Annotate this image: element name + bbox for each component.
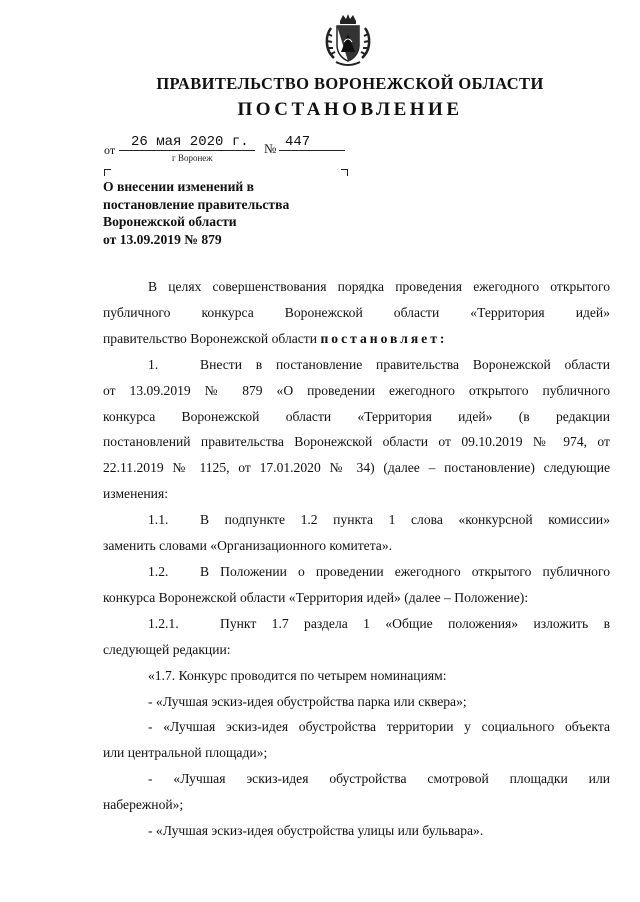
document-number: 447 — [285, 134, 311, 150]
item-number: 1.1. — [148, 512, 169, 528]
city-label: г Воронеж — [172, 153, 213, 163]
nomination-line: или центральной площади»; — [103, 745, 268, 761]
item-text: Внести в постановление правительства Воронежской области — [200, 356, 610, 372]
document-type: ПОСТАНОВЛЕНИЕ — [237, 99, 463, 120]
item-1-line: изменения: — [103, 486, 168, 502]
item-text: Пункт 1.7 раздела 1 «Общие положения» изложить в — [220, 615, 610, 631]
number-prefix: № — [264, 141, 277, 156]
item-1-2-line — [103, 559, 610, 585]
nomination-line: - «Лучшая эскиз-идея обустройства парка или сквера»; — [148, 693, 467, 709]
item-1-line: 22.11.2019 № 1125, от 17.01.2020 № 34) (далее – постановление) следующие — [103, 460, 610, 476]
item-text: В Положении о проведении ежегодного открытого публичного — [200, 563, 610, 579]
quote-intro: «1.7. Конкурс проводится по четырем номинациям: — [148, 667, 447, 683]
title-line: Воронежской области — [103, 214, 237, 229]
title-corner-right — [341, 169, 348, 176]
item-1-2-1-line: следующей редакции: — [103, 641, 231, 657]
preamble-line — [103, 326, 610, 352]
preamble-tail: правительство Воронежской области — [103, 330, 318, 346]
item-text: В подпункте 1.2 пункта 1 слова «конкурсной комиссии» — [200, 512, 610, 528]
document-title — [103, 178, 289, 248]
title-line: постановление правительства — [103, 196, 290, 212]
resolves-word: постановляет: — [320, 330, 448, 346]
organization-name: ПРАВИТЕЛЬСТВО ВОРОНЕЖСКОЙ ОБЛАСТИ — [156, 74, 544, 93]
item-1-2-1-line — [103, 611, 610, 637]
nomination-line: набережной»; — [103, 797, 184, 813]
title-line: от 13.09.2019 № 879 — [103, 231, 222, 247]
item-1-line: от 13.09.2019 № 879 «О проведении ежегодного открытого публичного — [103, 382, 610, 398]
preamble-line: В целях совершенствования порядка проведения ежегодного открытого — [148, 279, 610, 294]
number-underline — [279, 150, 345, 151]
preamble-line: публичного конкурса Воронежской области «Территория идей» — [103, 304, 610, 320]
nomination-line: - «Лучшая эскиз-идея обустройства смотровой площадки или — [148, 771, 610, 787]
item-1-1-line: заменить словами «Организационного комитета». — [103, 538, 393, 554]
document-date: 26 мая 2020 г. — [131, 134, 249, 150]
item-number: 1. — [148, 356, 159, 372]
title-corner-left — [104, 169, 111, 176]
item-1-1-line — [103, 507, 610, 533]
item-1-line: постановлений правительства Воронежской области от 09.10.2019 № 974, от — [103, 434, 610, 450]
nomination-line: - «Лучшая эскиз-идея обустройства территории у социального объекта — [148, 719, 610, 735]
item-number: 1.2.1. — [148, 615, 179, 631]
item-1-line: конкурса Воронежской области «Территория идей» (в редакции — [103, 408, 610, 424]
voronezh-coat-of-arms-icon — [322, 12, 374, 68]
date-underline — [119, 150, 255, 151]
date-prefix: от — [104, 143, 116, 157]
item-1-2-line: конкурса Воронежской области «Территория идей» (далее – Положение): — [103, 589, 529, 605]
item-number: 1.2. — [148, 563, 169, 579]
document-body — [103, 274, 610, 844]
nomination-line: - «Лучшая эскиз-идея обустройства улицы или бульвара». — [148, 823, 484, 839]
title-line: О внесении изменений в — [103, 179, 254, 194]
item-1-line — [103, 352, 610, 378]
